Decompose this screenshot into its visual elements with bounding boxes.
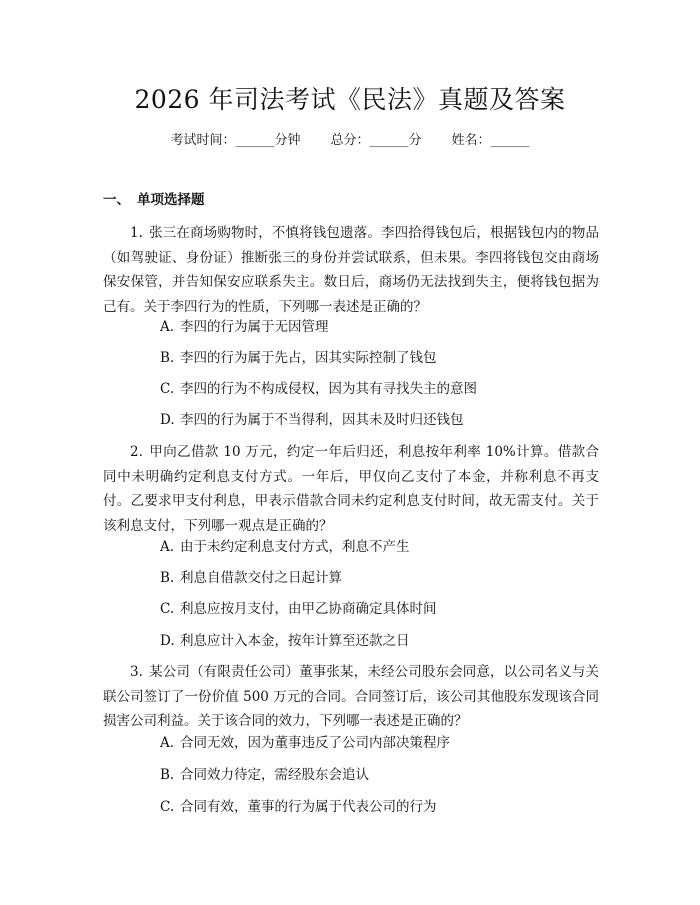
option-letter: A.: [160, 539, 175, 555]
option-letter: C.: [160, 381, 175, 397]
option-text: 李四的行为不构成侵权，因为其有寻找失主的意图: [180, 381, 477, 397]
option-text: 利息应按月支付，由甲乙协商确定具体时间: [180, 601, 437, 617]
option-letter: A.: [160, 735, 175, 751]
question-1-option-c: [160, 379, 600, 399]
question-number: 1.: [130, 225, 143, 241]
option-text: 合同无效，因为董事违反了公司内部决策程序: [180, 735, 450, 751]
option-letter: B.: [160, 570, 175, 586]
option-letter: D.: [160, 412, 175, 428]
page-title: 2026 年司法考试《民法》真题及答案: [134, 85, 566, 114]
section-title: 单项选择题: [137, 192, 205, 208]
question-3-option-a: [160, 733, 600, 753]
option-text: 合同效力待定，需经股东会追认: [180, 767, 369, 783]
section-heading: [103, 190, 205, 210]
option-letter: D.: [160, 633, 175, 649]
question-1-option-b: [160, 348, 600, 368]
option-letter: B.: [160, 350, 175, 366]
option-letter: C.: [160, 799, 175, 815]
option-letter: A.: [160, 319, 175, 335]
question-1: [103, 221, 599, 319]
question-2: [103, 440, 599, 538]
name-field: 姓名：______: [451, 133, 530, 148]
question-2-option-c: [160, 599, 600, 619]
exam-time-field: 考试时间：______分钟: [170, 133, 301, 148]
option-letter: B.: [160, 767, 175, 783]
section-number: 一、: [103, 192, 130, 208]
question-text: 张三在商场购物时，不慎将钱包遗落。李四拾得钱包后，根据钱包内的物品（如驾驶证、身份证）推断张三的身份并尝试联系，但未果。李四将钱包交由商场保安保管，并告知保安应联系失主。数日后，商场仍无法找到失主，便将钱包据为己有。关于李四行为的性质，下列哪一表述是正确的？: [103, 225, 599, 315]
question-number: 3.: [130, 664, 143, 680]
option-text: 利息自借款交付之日起计算: [180, 570, 342, 586]
option-text: 李四的行为属于先占，因其实际控制了钱包: [180, 350, 437, 366]
question-3: [103, 660, 599, 734]
question-1-option-d: [160, 410, 600, 430]
question-2-option-b: [160, 568, 600, 588]
option-text: 合同有效，董事的行为属于代表公司的行为: [180, 799, 437, 815]
option-letter: C.: [160, 601, 175, 617]
question-3-option-c: [160, 797, 600, 817]
question-2-option-a: [160, 537, 600, 557]
option-text: 李四的行为属于不当得利，因其未及时归还钱包: [180, 412, 464, 428]
question-3-option-b: [160, 765, 600, 785]
question-1-option-a: [160, 317, 600, 337]
exam-info-line: [0, 131, 700, 151]
question-text: 某公司（有限责任公司）董事张某，未经公司股东会同意，以公司名义与关联公司签订了一份价值 500 万元的合同。合同签订后，该公司其他股东发现该合同损害公司利益。关于该合同的效力，下列哪一表述是正确的？: [103, 664, 599, 729]
option-text: 由于未约定利息支付方式，利息不产生: [180, 539, 410, 555]
option-text: 利息应计入本金，按年计算至还款之日: [180, 633, 410, 649]
question-text: 甲向乙借款 10 万元，约定一年后归还，利息按年利率 10%计算。借款合同中未明确约定利息支付方式。一年后，甲仅向乙支付了本金，并称利息不再支付。乙要求甲支付利息，甲表示借款合同未约定利息支付时间，故无需支付。关于该利息支付，下列哪一观点是正确的？: [103, 444, 599, 534]
total-score-field: 总分：______分: [330, 133, 422, 148]
option-text: 李四的行为属于无因管理: [180, 319, 329, 335]
question-number: 2.: [130, 444, 143, 460]
question-2-option-d: [160, 631, 600, 651]
